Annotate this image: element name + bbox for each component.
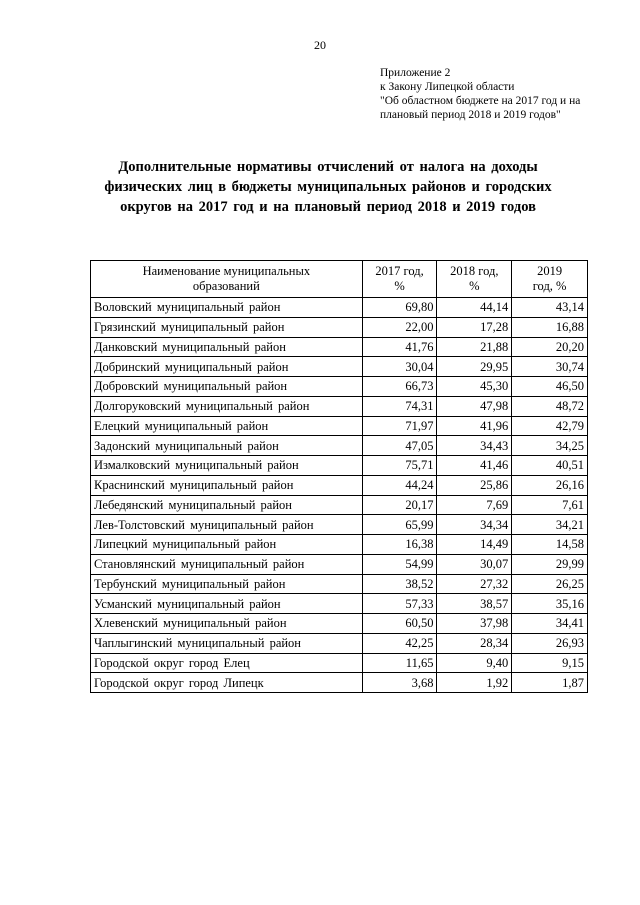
header-2017-line: %	[394, 279, 405, 293]
value-2019-cell: 34,41	[512, 614, 588, 634]
value-2018-cell: 38,57	[437, 594, 512, 614]
norms-table	[90, 260, 588, 693]
table-row	[91, 614, 588, 634]
table-row	[91, 317, 588, 337]
header-2019-line: 2019	[537, 264, 563, 278]
value-2018-cell: 21,88	[437, 337, 512, 357]
municipality-name-cell: Тербунский муниципальный район	[91, 574, 363, 594]
municipality-name-cell: Воловский муниципальный район	[91, 298, 363, 318]
value-2017-cell: 41,76	[362, 337, 437, 357]
table-row	[91, 554, 588, 574]
municipality-name-cell: Лев-Толстовский муниципальный район	[91, 515, 363, 535]
value-2018-cell: 17,28	[437, 317, 512, 337]
value-2018-cell: 41,46	[437, 456, 512, 476]
header-2019	[512, 261, 588, 298]
value-2019-cell: 43,14	[512, 298, 588, 318]
value-2018-cell: 28,34	[437, 633, 512, 653]
value-2017-cell: 22,00	[362, 317, 437, 337]
value-2019-cell: 42,79	[512, 416, 588, 436]
value-2018-cell: 34,43	[437, 436, 512, 456]
table-row	[91, 456, 588, 476]
municipality-name-cell: Лебедянский муниципальный район	[91, 495, 363, 515]
header-2019-line: год, %	[532, 279, 567, 293]
value-2018-cell: 45,30	[437, 377, 512, 397]
value-2018-cell: 34,34	[437, 515, 512, 535]
header-2017-line: 2017 год,	[375, 264, 424, 278]
value-2017-cell: 69,80	[362, 298, 437, 318]
header-2018	[437, 261, 512, 298]
municipality-name-cell: Задонский муниципальный район	[91, 436, 363, 456]
header-name-line: Наименование муниципальных	[142, 264, 311, 278]
municipality-name-cell: Липецкий муниципальный район	[91, 535, 363, 555]
table-body	[91, 298, 588, 693]
header-2017	[362, 261, 437, 298]
value-2019-cell: 30,74	[512, 357, 588, 377]
value-2017-cell: 47,05	[362, 436, 437, 456]
value-2019-cell: 34,21	[512, 515, 588, 535]
value-2017-cell: 75,71	[362, 456, 437, 476]
value-2017-cell: 20,17	[362, 495, 437, 515]
table-row	[91, 475, 588, 495]
table-row	[91, 396, 588, 416]
value-2017-cell: 44,24	[362, 475, 437, 495]
value-2019-cell: 26,93	[512, 633, 588, 653]
table-row	[91, 357, 588, 377]
municipality-name-cell: Становлянский муниципальный район	[91, 554, 363, 574]
value-2019-cell: 26,25	[512, 574, 588, 594]
municipality-name-cell: Чаплыгинский муниципальный район	[91, 633, 363, 653]
municipality-name-cell: Измалковский муниципальный район	[91, 456, 363, 476]
appendix-line: плановый период 2018 и 2019 годов"	[380, 109, 561, 121]
header-name	[91, 261, 363, 298]
value-2017-cell: 71,97	[362, 416, 437, 436]
municipality-name-cell: Усманский муниципальный район	[91, 594, 363, 614]
value-2017-cell: 16,38	[362, 535, 437, 555]
municipality-name-cell: Долгоруковский муниципальный район	[91, 396, 363, 416]
value-2019-cell: 46,50	[512, 377, 588, 397]
table-row	[91, 298, 588, 318]
value-2017-cell: 74,31	[362, 396, 437, 416]
value-2018-cell: 30,07	[437, 554, 512, 574]
table-row	[91, 673, 588, 693]
title-line: округов на 2017 год и на плановый период 2018 и 2019 годов	[120, 199, 536, 215]
table-row	[91, 416, 588, 436]
value-2017-cell: 60,50	[362, 614, 437, 634]
table-row	[91, 535, 588, 555]
municipality-name-cell: Городской округ город Липецк	[91, 673, 363, 693]
value-2018-cell: 9,40	[437, 653, 512, 673]
value-2019-cell: 16,88	[512, 317, 588, 337]
value-2019-cell: 14,58	[512, 535, 588, 555]
table-row	[91, 495, 588, 515]
value-2018-cell: 14,49	[437, 535, 512, 555]
value-2017-cell: 57,33	[362, 594, 437, 614]
header-2018-line: 2018 год,	[450, 264, 499, 278]
value-2018-cell: 37,98	[437, 614, 512, 634]
value-2018-cell: 29,95	[437, 357, 512, 377]
value-2017-cell: 30,04	[362, 357, 437, 377]
value-2017-cell: 65,99	[362, 515, 437, 535]
table-row	[91, 653, 588, 673]
table-row	[91, 633, 588, 653]
appendix-line: к Закону Липецкой области	[380, 81, 515, 93]
appendix-line: Приложение 2	[380, 67, 451, 79]
title-line: Дополнительные нормативы отчислений от налога на доходы	[118, 159, 538, 175]
value-2018-cell: 44,14	[437, 298, 512, 318]
value-2019-cell: 34,25	[512, 436, 588, 456]
value-2019-cell: 7,61	[512, 495, 588, 515]
table-row	[91, 377, 588, 397]
municipality-name-cell: Хлевенский муниципальный район	[91, 614, 363, 634]
header-name-line: образований	[192, 279, 260, 293]
value-2018-cell: 47,98	[437, 396, 512, 416]
value-2019-cell: 26,16	[512, 475, 588, 495]
municipality-name-cell: Грязинский муниципальный район	[91, 317, 363, 337]
table-row	[91, 574, 588, 594]
table-header-row	[91, 261, 588, 298]
value-2019-cell: 29,99	[512, 554, 588, 574]
municipality-name-cell: Данковский муниципальный район	[91, 337, 363, 357]
table-row	[91, 594, 588, 614]
municipality-name-cell: Елецкий муниципальный район	[91, 416, 363, 436]
title-line: физических лиц в бюджеты муниципальных районов и городских	[104, 179, 552, 195]
municipality-name-cell: Городской округ город Елец	[91, 653, 363, 673]
value-2018-cell: 25,86	[437, 475, 512, 495]
appendix-line: "Об областном бюджете на 2017 год и на	[380, 95, 581, 107]
value-2017-cell: 66,73	[362, 377, 437, 397]
municipality-name-cell: Краснинский муниципальный район	[91, 475, 363, 495]
value-2018-cell: 1,92	[437, 673, 512, 693]
municipality-name-cell: Добринский муниципальный район	[91, 357, 363, 377]
value-2019-cell: 9,15	[512, 653, 588, 673]
appendix-note	[380, 66, 620, 122]
value-2018-cell: 7,69	[437, 495, 512, 515]
page-number: 20	[314, 38, 326, 52]
document-title	[70, 157, 586, 217]
value-2019-cell: 1,87	[512, 673, 588, 693]
table-row	[91, 436, 588, 456]
table-row	[91, 515, 588, 535]
value-2018-cell: 27,32	[437, 574, 512, 594]
header-2018-line: %	[469, 279, 480, 293]
value-2017-cell: 38,52	[362, 574, 437, 594]
value-2017-cell: 54,99	[362, 554, 437, 574]
value-2017-cell: 11,65	[362, 653, 437, 673]
value-2019-cell: 48,72	[512, 396, 588, 416]
value-2019-cell: 20,20	[512, 337, 588, 357]
value-2018-cell: 41,96	[437, 416, 512, 436]
value-2019-cell: 40,51	[512, 456, 588, 476]
value-2017-cell: 42,25	[362, 633, 437, 653]
table-row	[91, 337, 588, 357]
value-2017-cell: 3,68	[362, 673, 437, 693]
value-2019-cell: 35,16	[512, 594, 588, 614]
municipality-name-cell: Добровский муниципальный район	[91, 377, 363, 397]
